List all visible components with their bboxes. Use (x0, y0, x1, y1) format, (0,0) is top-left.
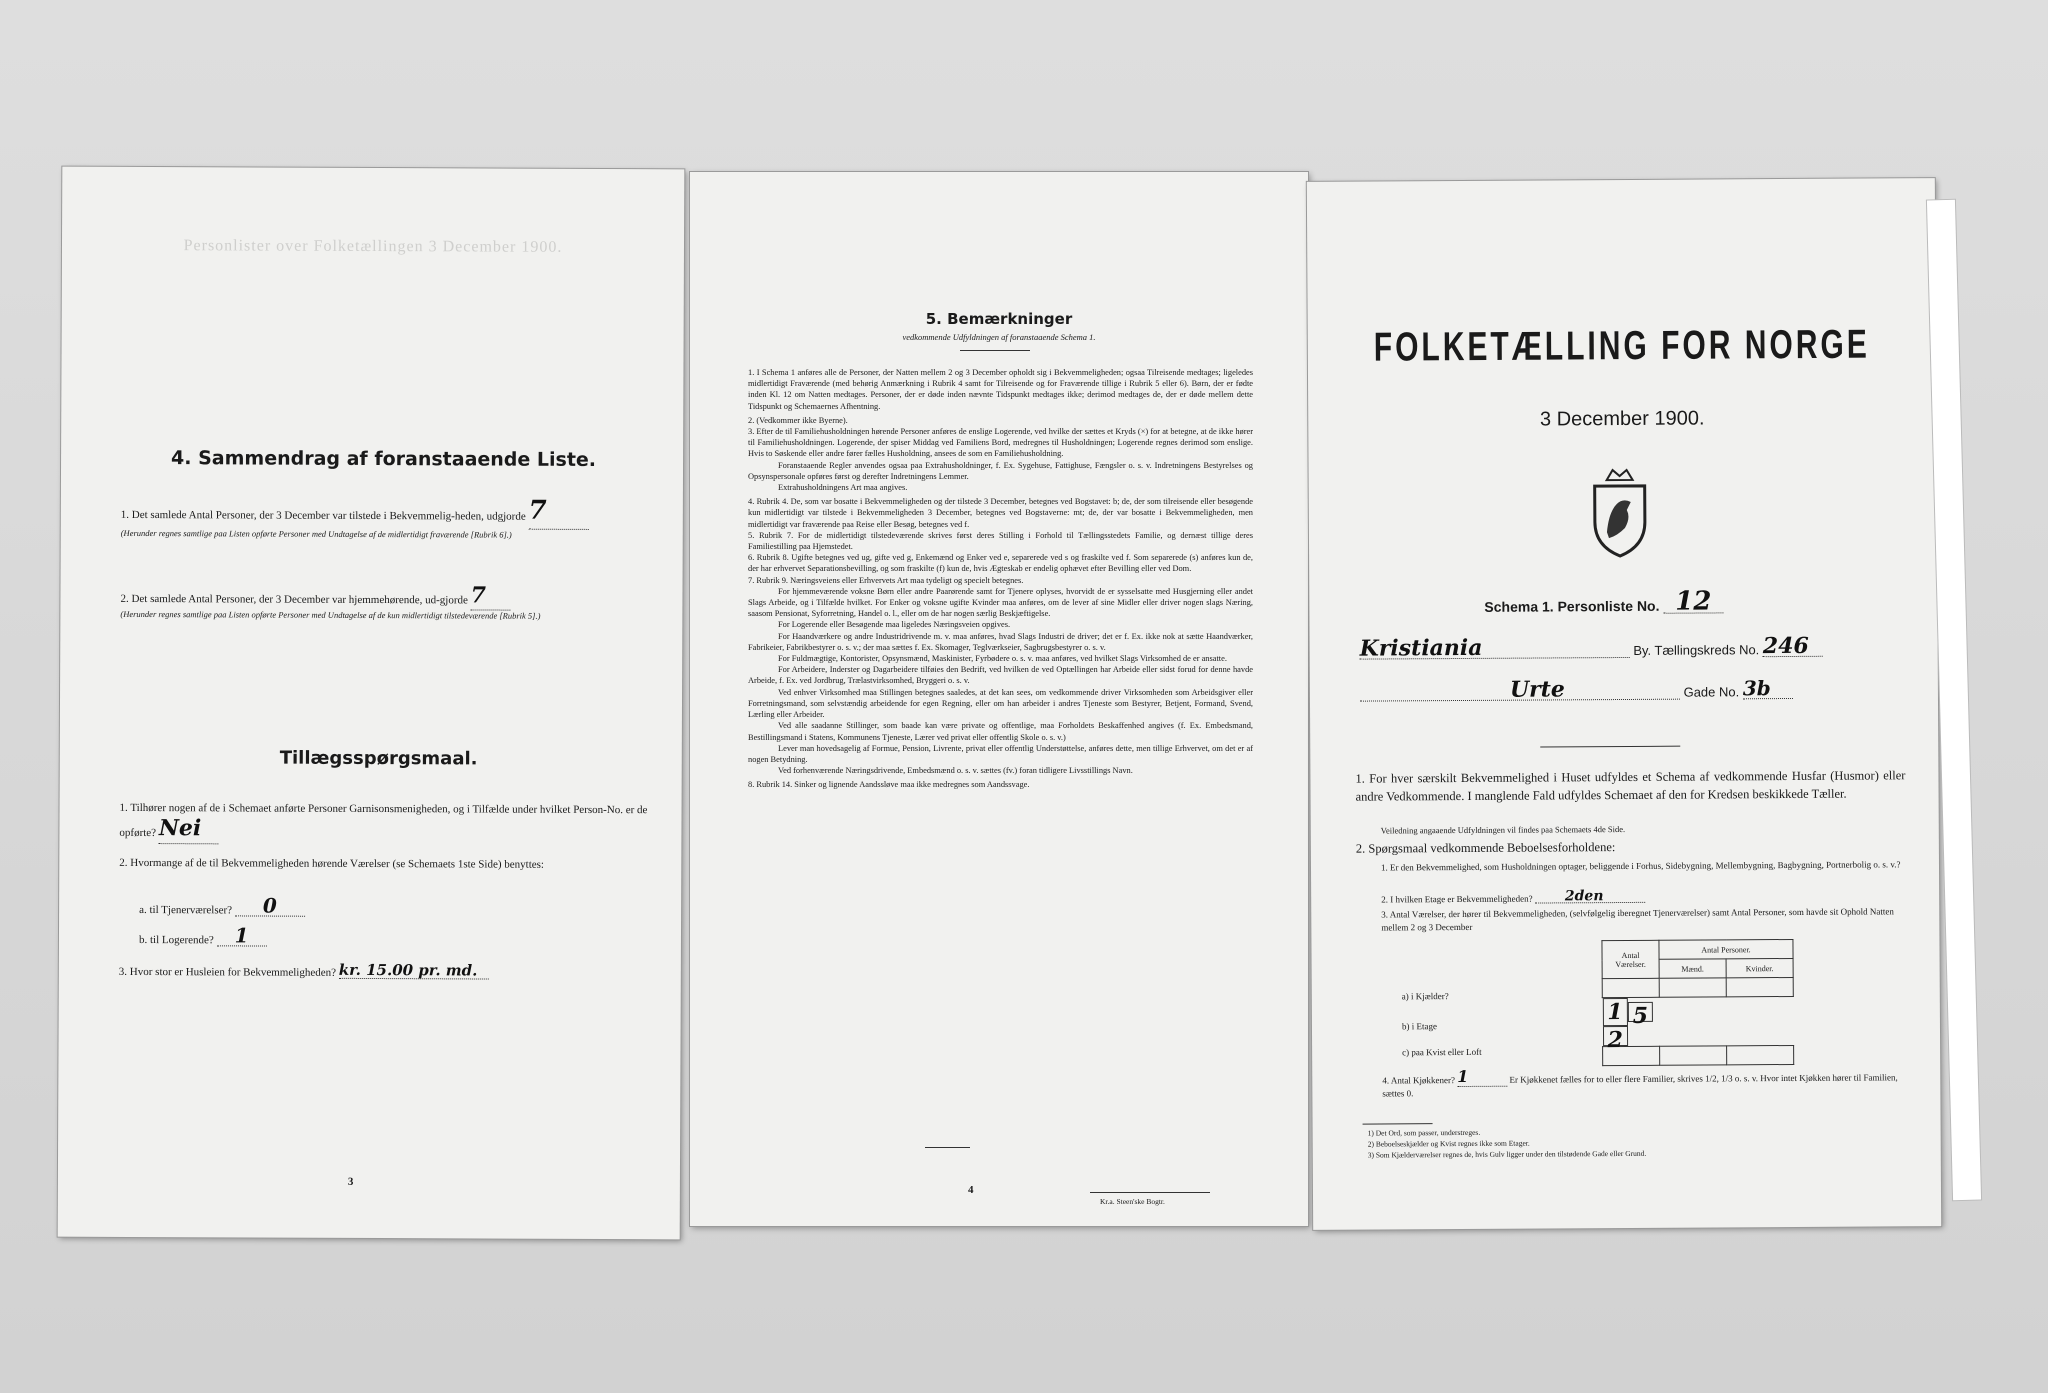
col-rooms-header: Antal Værelser. (1602, 940, 1659, 978)
instruction-1: 1. For hver særskilt Bekvemmelighed i Huset udfyldes et Schema af vedkommende Husfar (Husmor) eller andre Vedkommende. I manglende Fald udfyldes Schemaet af den for Kredsen beskikkede Tæller. (1355, 768, 1906, 804)
norway-coat-of-arms-icon (1587, 462, 1654, 558)
question-2-label: 2. I hvilken Etage er Bekvemmeligheden? (1381, 893, 1533, 905)
remark-paragraph: 3. Efter de til Familiehusholdningen hørende Personer anføres de enslige Logerende, ved hvilke der sættes et Kryds (×) for at betegne, at de ikke hører til Familiehusholdningen. Logerende, der spiser Middag ved Familiens Bord, medregnes til Husholdningen; Logerende regnes derimod som enslige. Hvis to Søskende eller andre fører fælles Husholdning, ansees de som en Familiehusholdning. (748, 427, 1253, 459)
tillaeg-q2a-label: a. til Tjenerværelser? (139, 903, 233, 917)
occupancy-table (1601, 939, 1794, 1066)
personliste-number: 12 (1675, 586, 1712, 617)
footnote: 2) Beboelseskjælder og Kvist regnes ikke som Etager. (1367, 1138, 1530, 1149)
middle-page-number: 4 (968, 1184, 974, 1196)
question-2 (1381, 890, 1645, 905)
col-men-header: Mænd. (1659, 959, 1726, 978)
remark-paragraph: 2. (Vedkommer ikke Byerne). (748, 415, 848, 425)
question-2-value: 2den (1564, 888, 1604, 905)
remarks-body (748, 367, 1253, 791)
question-3: 3. Antal Værelser, der hører til Bekvemmeligheden, (selvfølgelig iberegnet Tjenerværelser) samt Antal Personer, som havde sit Ophold Natten mellem 2 og 3 December (1381, 906, 1894, 933)
census-title: FOLKETÆLLING FOR NORGE (1373, 322, 1870, 371)
remark-paragraph: 7. Rubrik 9. Næringsveiens eller Erhvervets Art maa tydeligt og specielt betegnes. (748, 575, 1024, 585)
men-cell: 5 (1628, 1002, 1653, 1022)
table-row (1602, 996, 1793, 1046)
title-rule (960, 350, 1030, 351)
tillaeg-q2a (139, 893, 305, 918)
tillaeg-q2a-value: 0 (262, 893, 277, 918)
location-line (1359, 632, 1920, 662)
section4-q1-note: (Herunder regnes samtlige paa Listen opførte Personer med Undtagelse af de midlertidigt fraværende [Rubrik 6].) (120, 527, 512, 540)
kreds-label: Tællingskreds No. (1654, 642, 1760, 658)
right-page (1307, 178, 1941, 1230)
rooms-cell (1602, 978, 1659, 997)
remark-paragraph: For hjemmeværende voksne Børn eller andre Paarørende samt for Tjenere oplyses, hvorvidt de er sysselsatte med Husgjerning eller andet Slags Arbeide, og i Tilfælde hvilket. For Enker og voksne ugifte Kvinder maa anføres, om de lever af sine Midler eller driver nogen slags Næring, saasom Pensionat, Syforretning, Handel o. l., eller om de har nogen særlig Beskjæftigelse. (748, 586, 1253, 619)
left-page (58, 167, 685, 1240)
question-4-note: Er Kjøkkenet fælles for to eller flere Familier, skrives 1/2, 1/3 o. s. v. Hvor intet Kjøkken hører til Familien, sættes 0. (1382, 1072, 1898, 1099)
row-label-c: c) paa Kvist eller Loft (1402, 1046, 1482, 1058)
gade-number: 3b (1742, 676, 1771, 701)
occupancy-table-header (1602, 939, 1793, 959)
question-4-label: 4. Antal Kjøkkener? (1382, 1075, 1456, 1086)
tillaeg-q2b (138, 923, 267, 948)
end-rule (925, 1147, 970, 1148)
section4-q1-text: 1. Det samlede Antal Personer, der 3 December var tilstede i Bekvemmelig-heden, udgjorde (120, 508, 526, 523)
remark-paragraph: For Fuldmægtige, Kontorister, Opsynsmænd, Maskinister, Fyrbødere o. s. v. maa anføres, ved hvilket Slags Virksomhed de er ansatte. (778, 654, 1227, 664)
section4-q2-value: 7 (470, 582, 487, 609)
section4-q2-note: (Herunder regnes samtlige paa Listen opførte Personer med Undtagelse af de kun midlertidigt tilstedeværende [Rubrik 5].) (120, 608, 541, 621)
footnote: 1) Det Ord, som passer, understreges. (1367, 1127, 1481, 1138)
tillaeg-q2b-value: 1 (234, 923, 249, 948)
instruction-1-note: Veiledning angaaende Udfyldningen vil findes paa Schemaets 4de Side. (1380, 823, 1626, 836)
remark-paragraph: For Haandværkere og andre Industridrivende m. v. maa anføres, hvad Slags Industri de driver; det er f. Ex. ikke nok at sætte Haandværker, Fabrikeier, Fabrikbestyrer o. s. v.; der maa sættes f. Ex. Skomager, Teglværkseier, Sagbrugsbestyrer o. s. v. (748, 631, 1253, 652)
kreds-number: 246 (1762, 632, 1809, 660)
tillaeg-q2b-label: b. til Logerende? (138, 933, 214, 947)
tillaeg-q1-text: 1. Tilhører nogen af de i Schemaet anførte Personer Garnisonsmenigheden, og i Tilfælde under hvilket Person-No. er de opførte? (119, 801, 648, 840)
tillaeg-q1-value: Nei (158, 815, 202, 842)
gade-label: Gade No. (1683, 684, 1740, 700)
men-cell (1659, 978, 1726, 997)
remark-paragraph: Ved enhver Virksomhed maa Stillingen betegnes saaledes, at det kan sees, om vedkommende driver Virksomheden som Arbeidsgiver eller Forretningsmand, som selvstændig arbeidende for egen Regning, eller om han arbeider i andres Tjeneste som Bestyrer, Betjent, Formand, Svend, Lærling eller Arbeider. (748, 687, 1253, 720)
remark-paragraph: 4. Rubrik 4. De, som var bosatte i Bekvemmeligheden og der tilstede 3 December, betegnes ved Bogstavet: b; de, der som tilreisende eller besøgende kun midlertidigt var tilstede i Bekvemmeligheden 3 December, betegnes ved Bogstaverne: mt; de, der var bosatte i Bekvemmeligheden, men midlertidigt var fraværende paa Reise eller Besøg, betegnes ved f. (748, 497, 1253, 529)
row-label-b: b) i Etage (1401, 1021, 1437, 1032)
street-line (1360, 678, 1920, 701)
footnote: 3) Som Kjælderværelser regnes de, hvis Gulv ligger under den tilstødende Gade eller Grund. (1367, 1148, 1647, 1160)
question-1: 1. Er den Bekvemmelighed, som Husholdningen optager, beliggende i Forhus, Sidebygning, Mellembygning, Bagbygning, Portnerbolig o. s. v.? (1380, 859, 1901, 873)
table-row (1602, 977, 1793, 997)
printer-rule (1090, 1192, 1210, 1193)
left-page-number: 3 (347, 1175, 354, 1188)
remark-paragraph: Ved forhenværende Næringsdrivende, Embedsmænd o. s. v. sættes (fv.) foran tidligere Livsstillings Navn. (778, 766, 1133, 776)
remark-paragraph: 8. Rubrik 14. Sinker og lignende Aandssløve maa ikke medregnes som Aandssvage. (748, 780, 1030, 790)
remarks-title: 5. Bemærkninger (925, 310, 1073, 328)
ornament-rule (1540, 746, 1680, 748)
tillaeg-title: Tillægsspørgsmaal. (279, 747, 478, 770)
question-4-value: 1 (1457, 1066, 1469, 1087)
schema-line (1484, 586, 1723, 617)
footnote-rule (1363, 1123, 1433, 1124)
faint-header: Personlister over Folketællingen 3 December 1900. (183, 237, 563, 256)
remark-paragraph: For Arbeidere, Inderster og Dagarbeidere tilføies den Bedrift, ved hvilken de ved Optællingen har Arbeide eller sidst forud for denne havde Arbeide, f. Ex. ved Jordbrug, Trælastvirksomhed, Bryggeri o. s. v. (748, 665, 1253, 686)
remark-paragraph: 6. Rubrik 8. Ugifte betegnes ved ug, gifte ved g, Enkemænd og Enker ved e, separerede ved s og fraskilte ved f. Som separerede (s) anføres kun de, der har erhvervet Separationsbevilling, og som fraskilte (f) kun de, hvis Ægteskab er endelig ophævet efter Bevilling eller ved Dom. (748, 553, 1253, 574)
col-persons-header: Antal Personer. (1659, 939, 1793, 959)
footnotes (1368, 1126, 1647, 1161)
section4-title: 4. Sammendrag af foranstaaende Liste. (171, 447, 597, 471)
remark-paragraph: 5. Rubrik 7. For de midlertidigt tilstedeværende skrives først deres Stilling i Forhold til Tællingsstedets Familie, og dernæst tillige deres Familiestilling paa Hjemstedet. (748, 530, 1253, 552)
tillaeg-q3-text: 3. Hvor stor er Husleien for Bekvemmeligheden? (118, 965, 337, 979)
tillaeg-q1 (119, 797, 649, 846)
rooms-cell: 1 (1602, 998, 1627, 1026)
women-cell (1726, 977, 1793, 996)
census-date: 3 December 1900. (1539, 407, 1705, 431)
remark-paragraph: Lever man hovedsagelig af Formue, Pension, Livrente, privat eller offentlig Understøttelse, anføres dette, men tillige Erhvervet, om det er af nogen Betydning. (748, 743, 1253, 764)
remark-paragraph: For Logerende eller Besøgende maa ligeledes Næringsveien opgives. (778, 620, 1011, 630)
table-row (1603, 1045, 1794, 1065)
women-cell: 2 (1602, 1026, 1627, 1046)
instruction-2: 2. Spørgsmaal vedkommende Beboelsesforholdene: (1355, 840, 1616, 856)
section4-q2-text: 2. Det samlede Antal Personer, der 3 December var hjemmehørende, ud-gjorde (120, 592, 468, 607)
section4-q1 (120, 495, 641, 541)
women-cell (1727, 1045, 1794, 1064)
street-value: Urte (1509, 676, 1565, 703)
tillaeg-q2: 2. Hvormange af de til Bekvemmeligheden hørende Værelser (se Schemaets 1ste Side) benyttes: (119, 856, 545, 871)
tillaeg-q3-value: kr. 15.00 pr. md. (338, 960, 478, 980)
remark-paragraph: Foranstaaende Regler anvendes ogsaa paa Extrahusholdninger, f. Ex. Sygehuse, Fattighuse, Fængsler o. s. v. Indretningens Bestyrelses og Opsynspersonale opføres først og derefter Indretningens Lemmer. (748, 460, 1253, 481)
printer-name: Kr.a. Steen'ske Bogtr. (1100, 1197, 1165, 1206)
tillaeg-q3 (119, 962, 659, 980)
middle-page (690, 172, 1308, 1226)
schema-label: Schema 1. Personliste No. (1484, 597, 1660, 615)
question-4 (1382, 1068, 1902, 1100)
section4-q1-value: 7 (528, 495, 547, 526)
remark-paragraph: 1. I Schema 1 anføres alle de Personer, der Natten mellem 2 og 3 December opholdt sig i Bekvemmeligheden; ogsaa Tilreisende medtages; ligeledes midlertidigt Fraværende (med behørig Anmærkning i Rubrik 4 samt for Tilreisende og for Fraværende tillige i Rubrik 5 eller 6). Børn, der er fødte inden Kl. 12 om Natten medtages. Personer, der er døde inden nævnte Tidspunkt medtages ikke; derimod medtages de, der er døde mellem dette Tidspunkt og Schemaernes Afhentning. (748, 368, 1253, 411)
row-label-a: a) i Kjælder? (1401, 991, 1449, 1002)
col-women-header: Kvinder. (1726, 958, 1793, 977)
remark-paragraph: Extrahusholdningens Art maa angives. (778, 483, 908, 493)
men-cell (1660, 1046, 1727, 1065)
remarks-subtitle: vedkommende Udfyldningen af foranstaaende Schema 1. (902, 332, 1096, 342)
section4-q2 (120, 582, 640, 622)
remark-paragraph: Ved alle saadanne Stillinger, som baade kan være private og offentlige, maa Forholdets Beskaffenhed angives (f. Ex. Embedsmand, Bestillingsmand i Statens, Kommunens Tjeneste, Lærer ved privat eller offentlig Skole o. s. v.) (748, 721, 1253, 742)
by-label: By. (1633, 642, 1652, 658)
city-value: Kristiania (1359, 634, 1483, 662)
